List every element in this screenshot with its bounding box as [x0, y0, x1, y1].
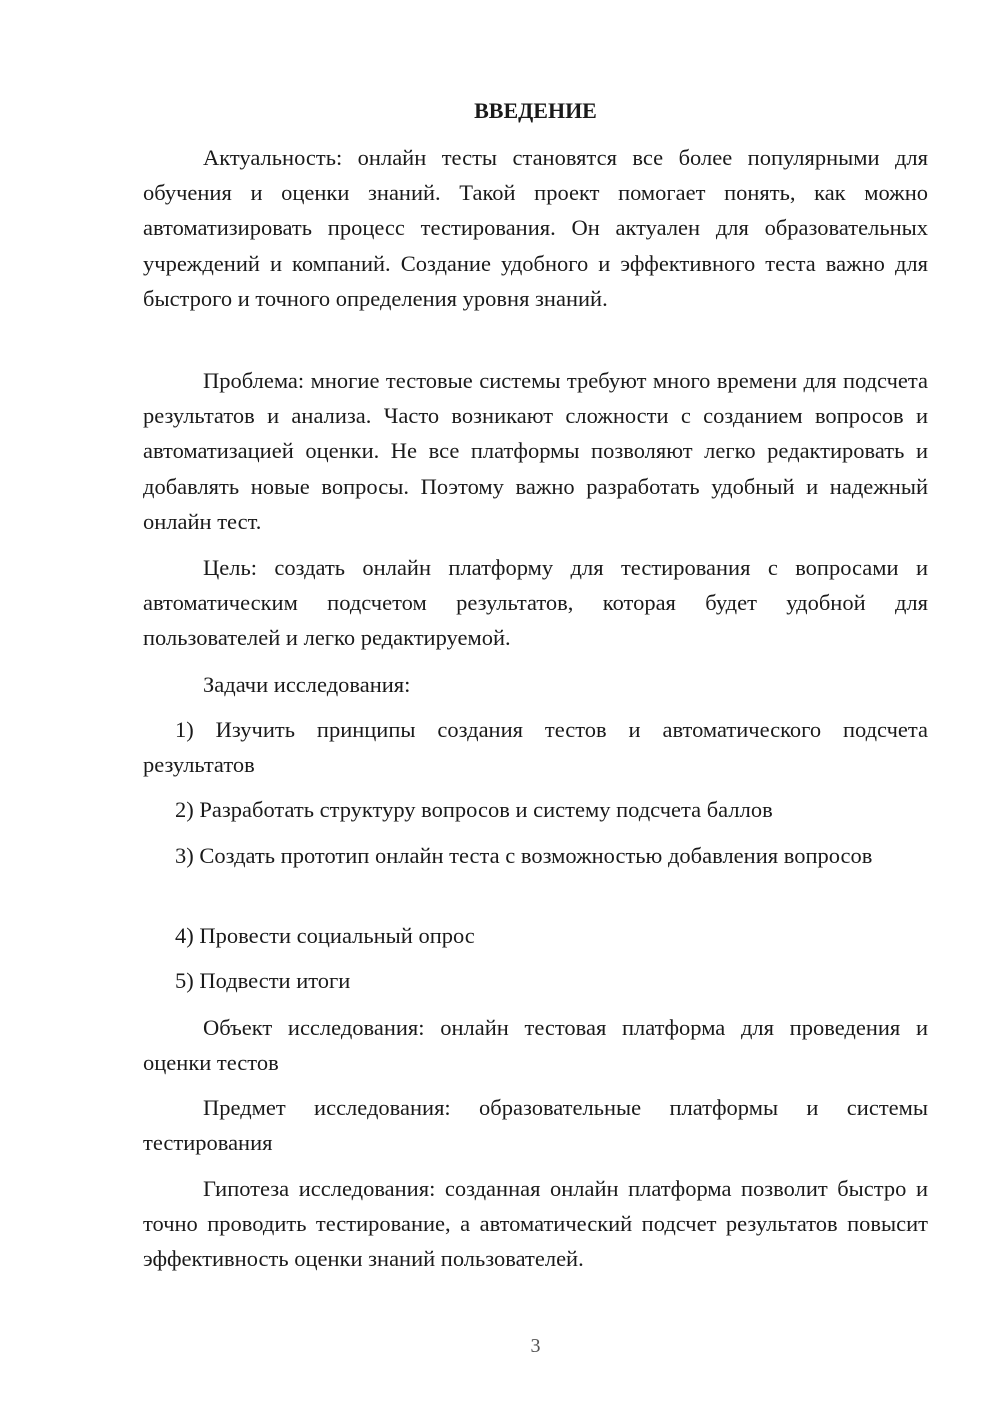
subject-paragraph: Предмет исследования: образовательные платформы и системы тестирования	[143, 1095, 928, 1156]
page-number: 3	[530, 1335, 541, 1357]
document-page	[143, 0, 928, 1414]
task-item-2: 2) Разработать структуру вопросов и систему подсчета баллов	[175, 797, 773, 822]
object-paragraph: Объект исследования: онлайн тестовая платформа для проведения и оценки тестов	[143, 1015, 928, 1076]
hypothesis-paragraph: Гипотеза исследования: созданная онлайн платформа позволит быстро и точно проводить тестирование, а автоматический подсчет результатов повысит эффективность оценки знаний пользователей.	[143, 1176, 928, 1272]
task-item-3: 3) Создать прототип онлайн теста с возможностью добавления вопросов	[175, 843, 873, 868]
task-item-1: 1) Изучить принципы создания тестов и автоматического подсчета результатов	[143, 717, 928, 778]
problem-paragraph: Проблема: многие тестовые системы требуют много времени для подсчета результатов и анализа. Часто возникают сложности с созданием вопросов и автоматизацией оценки. Не все платформы позволяют легко редактировать и добавлять новые вопросы. Поэтому важно разработать удобный и надежный онлайн тест.	[143, 368, 928, 534]
goal-paragraph: Цель: создать онлайн платформу для тестирования с вопросами и автоматическим подсчетом результатов, которая будет удобной для пользователей и легко редактируемой.	[143, 555, 928, 651]
task-item-4: 4) Провести социальный опрос	[175, 923, 475, 948]
task-item-5: 5) Подвести итоги	[175, 968, 351, 993]
tasks-heading: Задачи исследования:	[203, 672, 411, 697]
page-title: ВВЕДЕНИЕ	[474, 98, 597, 123]
relevance-paragraph: Актуальность: онлайн тесты становятся все более популярными для обучения и оценки знаний. Такой проект помогает понять, как можно автоматизировать процесс тестирования. Он актуален для образовательных учреждений и компаний. Создание удобного и эффективного теста важно для быстрого и точного определения уровня знаний.	[143, 145, 928, 311]
